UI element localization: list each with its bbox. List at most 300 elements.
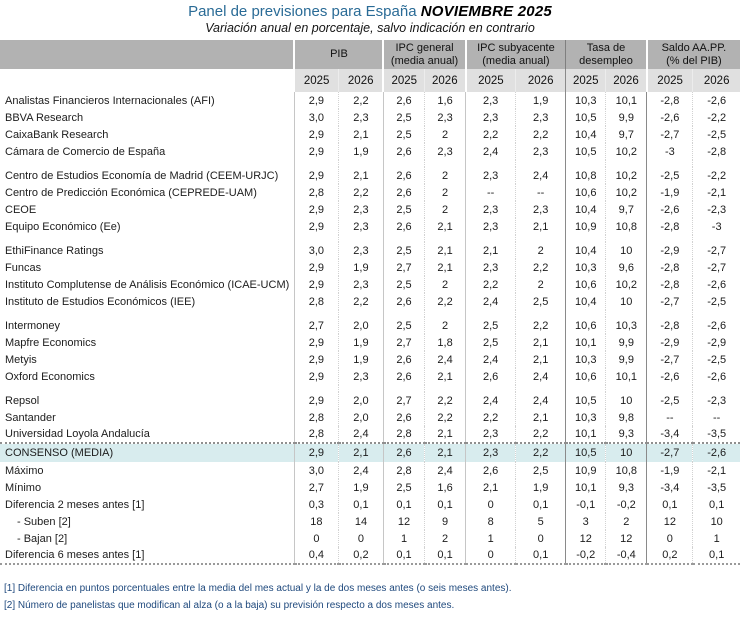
- cell-value: 2,0: [338, 392, 383, 409]
- cell-value: 2,1: [338, 167, 383, 184]
- year-header: 2026: [606, 69, 647, 92]
- cell-value: 0,1: [383, 547, 424, 564]
- cell-value: -0,2: [606, 496, 647, 513]
- table-row: [0, 409, 740, 426]
- gap-cell: [566, 385, 606, 392]
- cell-value: 0,3: [294, 496, 338, 513]
- cell-value: 2,8: [294, 426, 338, 443]
- cell-value: 8: [466, 513, 516, 530]
- cell-value: -2,5: [693, 351, 740, 368]
- row-label: EthiFinance Ratings: [5, 244, 104, 257]
- gap-cell: [606, 310, 647, 317]
- cell-value: 10,3: [566, 351, 606, 368]
- header-corner-cell: [0, 40, 294, 69]
- cell-value: 2: [425, 317, 466, 334]
- row-label: Metyis: [5, 353, 37, 366]
- cell-value: 2,3: [516, 143, 566, 160]
- cell-value: 2,7: [383, 334, 424, 351]
- cell-value: 10: [693, 513, 740, 530]
- cell-value: -2,6: [647, 201, 693, 218]
- cell-value: 10,4: [566, 293, 606, 310]
- cell-value: 2,5: [383, 242, 424, 259]
- cell-value: 2,8: [294, 184, 338, 201]
- gap-cell: [383, 385, 424, 392]
- cell-value: 2,6: [466, 368, 516, 385]
- cell-value: 2,0: [338, 409, 383, 426]
- footnote-2: [2] Número de panelistas que modifican al alza (o a la baja) su previsión respecto a dos meses antes.: [4, 600, 455, 611]
- table-row: [0, 513, 740, 530]
- cell-value: 3,0: [294, 242, 338, 259]
- cell-value: 2,8: [383, 462, 424, 479]
- cell-value: 10,6: [566, 184, 606, 201]
- cell-value: -3,4: [647, 479, 693, 496]
- cell-value: 9,7: [606, 201, 647, 218]
- gap-cell: [647, 385, 693, 392]
- cell-value: 2,2: [466, 409, 516, 426]
- year-header: 2025: [647, 69, 693, 92]
- cell-value: 10,9: [566, 462, 606, 479]
- cell-value: 2,2: [466, 126, 516, 143]
- gap-cell: [693, 310, 740, 317]
- cell-value: 2,3: [516, 109, 566, 126]
- footnote-1: [1] Diferencia en puntos porcentuales entre la media del mes actual y la de dos meses antes (o seis meses antes).: [4, 583, 512, 594]
- cell-value: 2,9: [294, 392, 338, 409]
- cell-value: 18: [294, 513, 338, 530]
- cell-value: 2,3: [338, 218, 383, 235]
- cell-value: 1,9: [338, 479, 383, 496]
- cell-value: 5: [516, 513, 566, 530]
- cell-value: 2,2: [516, 126, 566, 143]
- cell-value: 0,1: [516, 547, 566, 564]
- cell-value: 2,1: [425, 368, 466, 385]
- cell-value: 3: [566, 513, 606, 530]
- cell-value: 2,5: [383, 317, 424, 334]
- cell-value: 10,8: [606, 218, 647, 235]
- cell-value: 14: [338, 513, 383, 530]
- cell-value: 0,1: [516, 496, 566, 513]
- cell-value: 10,3: [606, 317, 647, 334]
- year-header-row: [0, 69, 740, 92]
- cell-value: 2,9: [294, 259, 338, 276]
- row-label: CaixaBank Research: [5, 128, 109, 141]
- cell-value: 10,1: [566, 479, 606, 496]
- cell-value: 9,8: [606, 409, 647, 426]
- cell-value: 2: [425, 167, 466, 184]
- cell-value: 2,9: [294, 218, 338, 235]
- col-group-pib: PIB: [294, 40, 383, 69]
- cell-value: 2,3: [466, 443, 516, 462]
- cell-value: 2,5: [383, 276, 424, 293]
- cell-value: 2,2: [516, 426, 566, 443]
- cell-value: 2,2: [516, 443, 566, 462]
- cell-value: 0: [466, 547, 516, 564]
- cell-value: -2,1: [693, 462, 740, 479]
- cell-value: 1,9: [516, 92, 566, 109]
- cell-value: 0,4: [294, 547, 338, 564]
- table-row: [0, 368, 740, 385]
- cell-value: 0,1: [425, 496, 466, 513]
- gap-cell: [647, 235, 693, 242]
- page-title-edition: NOVIEMBRE 2025: [420, 3, 552, 20]
- cell-value: -2,7: [693, 259, 740, 276]
- cell-value: -2,2: [693, 109, 740, 126]
- cell-value: 10,5: [566, 109, 606, 126]
- cell-value: --: [516, 184, 566, 201]
- row-label: Instituto Complutense de Análisis Económico (ICAE-UCM): [5, 278, 290, 291]
- year-corner-cell: [0, 69, 294, 92]
- gap-cell: [566, 235, 606, 242]
- cell-value: --: [693, 409, 740, 426]
- cell-value: 2,2: [338, 92, 383, 109]
- cell-value: -2,6: [647, 368, 693, 385]
- cell-value: 2,6: [383, 167, 424, 184]
- footnotes: [0, 580, 740, 614]
- gap-cell: [294, 235, 338, 242]
- table-row: [0, 293, 740, 310]
- row-label: Equipo Económico (Ee): [5, 220, 121, 233]
- table-row: [0, 334, 740, 351]
- cell-value: 2,1: [425, 242, 466, 259]
- row-label: [0, 160, 294, 167]
- cell-value: 10: [606, 392, 647, 409]
- gap-cell: [425, 310, 466, 317]
- cell-value: 9,7: [606, 126, 647, 143]
- cell-value: 2,1: [425, 218, 466, 235]
- row-label: BBVA Research: [5, 111, 84, 124]
- cell-value: 2,6: [383, 351, 424, 368]
- cell-value: 10: [606, 242, 647, 259]
- table-row: [0, 310, 740, 317]
- cell-value: -2,6: [693, 443, 740, 462]
- cell-value: 9,3: [606, 479, 647, 496]
- cell-value: -2,7: [693, 242, 740, 259]
- cell-value: 2,1: [425, 259, 466, 276]
- cell-value: 2,9: [294, 167, 338, 184]
- cell-value: -3,4: [647, 426, 693, 443]
- cell-value: 2,2: [338, 184, 383, 201]
- cell-value: 9,9: [606, 334, 647, 351]
- cell-value: 1,6: [425, 92, 466, 109]
- cell-value: 10,3: [566, 92, 606, 109]
- cell-value: -2,8: [693, 143, 740, 160]
- year-header: 2026: [693, 69, 740, 92]
- cell-value: 10,8: [606, 462, 647, 479]
- cell-value: 0,1: [647, 496, 693, 513]
- cell-value: 2,7: [383, 259, 424, 276]
- cell-value: 9,9: [606, 109, 647, 126]
- cell-value: 2,3: [466, 218, 516, 235]
- cell-value: 2,1: [516, 334, 566, 351]
- cell-value: 2,1: [516, 351, 566, 368]
- cell-value: 0: [516, 530, 566, 547]
- cell-value: 10,1: [606, 92, 647, 109]
- cell-value: 10,6: [566, 317, 606, 334]
- cell-value: 2,4: [338, 426, 383, 443]
- table-row: [0, 218, 740, 235]
- cell-value: 2,9: [294, 351, 338, 368]
- cell-value: 2,4: [516, 392, 566, 409]
- gap-cell: [516, 160, 566, 167]
- cell-value: 12: [647, 513, 693, 530]
- cell-value: 2,9: [294, 92, 338, 109]
- cell-value: 0,1: [383, 496, 424, 513]
- cell-value: 2,1: [338, 126, 383, 143]
- cell-value: 2,2: [425, 409, 466, 426]
- gap-cell: [606, 235, 647, 242]
- cell-value: 2,1: [338, 443, 383, 462]
- cell-value: 10,6: [566, 368, 606, 385]
- gap-cell: [693, 160, 740, 167]
- cell-value: 2,5: [383, 109, 424, 126]
- cell-value: -2,8: [647, 259, 693, 276]
- cell-value: 2,3: [466, 167, 516, 184]
- gap-cell: [338, 160, 383, 167]
- cell-value: 2,5: [383, 479, 424, 496]
- row-label: - Suben [2]: [17, 515, 71, 528]
- cell-value: 0,1: [425, 547, 466, 564]
- gap-cell: [647, 310, 693, 317]
- gap-cell: [693, 235, 740, 242]
- cell-value: 2,4: [338, 462, 383, 479]
- table-row: [0, 109, 740, 126]
- cell-value: 2,2: [466, 276, 516, 293]
- table-row: [0, 462, 740, 479]
- year-header: 2026: [425, 69, 466, 92]
- cell-value: 2,9: [294, 443, 338, 462]
- gap-cell: [516, 385, 566, 392]
- cell-value: 2,9: [294, 201, 338, 218]
- row-label: Diferencia 6 meses antes [1]: [0, 547, 294, 564]
- cell-value: -2,6: [693, 317, 740, 334]
- year-header: 2025: [294, 69, 338, 92]
- cell-value: 12: [606, 530, 647, 547]
- cell-value: 2,4: [466, 293, 516, 310]
- cell-value: 10,2: [606, 167, 647, 184]
- cell-value: 2,9: [294, 368, 338, 385]
- cell-value: 9,6: [606, 259, 647, 276]
- cell-value: 2: [425, 201, 466, 218]
- cell-value: 10,6: [566, 276, 606, 293]
- cell-value: 0: [647, 530, 693, 547]
- row-label: Intermoney: [5, 319, 61, 332]
- gap-cell: [466, 310, 516, 317]
- gap-cell: [516, 235, 566, 242]
- page-title: [0, 0, 740, 21]
- cell-value: 2,3: [425, 143, 466, 160]
- cell-value: 2: [516, 276, 566, 293]
- table-row: [0, 317, 740, 334]
- table-row: [0, 143, 740, 160]
- cell-value: 2,5: [383, 201, 424, 218]
- cell-value: -3,5: [693, 479, 740, 496]
- cell-value: -2,7: [647, 443, 693, 462]
- table-row: [0, 126, 740, 143]
- cell-value: 2: [516, 242, 566, 259]
- gap-cell: [606, 160, 647, 167]
- cell-value: 2,4: [466, 143, 516, 160]
- gap-cell: [425, 385, 466, 392]
- cell-value: 1,6: [425, 479, 466, 496]
- cell-value: 0,2: [647, 547, 693, 564]
- row-label: [0, 385, 294, 392]
- table-row: [0, 167, 740, 184]
- row-label: Centro de Estudios Economía de Madrid (CEEM-URJC): [5, 169, 279, 182]
- cell-value: 2,3: [466, 92, 516, 109]
- table-row: [0, 351, 740, 368]
- cell-value: 10,1: [606, 368, 647, 385]
- gap-cell: [693, 385, 740, 392]
- row-label: Máximo: [5, 464, 44, 477]
- cell-value: 2,2: [516, 259, 566, 276]
- cell-value: 2,0: [338, 317, 383, 334]
- cell-value: 2,3: [466, 426, 516, 443]
- cell-value: -2,5: [647, 167, 693, 184]
- table-row: [0, 92, 740, 109]
- cell-value: 12: [383, 513, 424, 530]
- cell-value: 3,0: [294, 462, 338, 479]
- table-row: [0, 259, 740, 276]
- cell-value: 10,8: [566, 167, 606, 184]
- col-group-ipc-general: IPC general (media anual): [383, 40, 465, 69]
- table-row: [0, 479, 740, 496]
- cell-value: -2,8: [647, 92, 693, 109]
- cell-value: 2: [425, 276, 466, 293]
- row-label: - Bajan [2]: [17, 532, 68, 545]
- cell-value: 9: [425, 513, 466, 530]
- cell-value: 2,8: [294, 293, 338, 310]
- cell-value: 2,1: [425, 426, 466, 443]
- cell-value: -2,6: [693, 276, 740, 293]
- row-label: CEOE: [5, 203, 37, 216]
- cell-value: 2,9: [294, 334, 338, 351]
- cell-value: -2,3: [693, 201, 740, 218]
- cell-value: 2,4: [425, 351, 466, 368]
- gap-cell: [425, 235, 466, 242]
- cell-value: 10,2: [606, 143, 647, 160]
- cell-value: 2: [606, 513, 647, 530]
- cell-value: 2,4: [516, 368, 566, 385]
- row-label: Mínimo: [5, 481, 42, 494]
- row-label: Santander: [5, 411, 56, 424]
- cell-value: -2,8: [647, 317, 693, 334]
- cell-value: 2,3: [516, 201, 566, 218]
- year-header: 2025: [383, 69, 424, 92]
- row-label: Centro de Predicción Económica (CEPREDE-UAM): [5, 186, 257, 199]
- cell-value: 2,2: [516, 317, 566, 334]
- cell-value: 1: [693, 530, 740, 547]
- cell-value: 0,1: [693, 496, 740, 513]
- table-row: [0, 496, 740, 513]
- row-label: Instituto de Estudios Económicos (IEE): [5, 295, 196, 308]
- row-label: Analistas Financieros Internacionales (AFI): [5, 94, 215, 107]
- cell-value: -2,9: [647, 334, 693, 351]
- table-row: [0, 235, 740, 242]
- cell-value: 10: [606, 443, 647, 462]
- cell-value: 9,3: [606, 426, 647, 443]
- table-body: [0, 92, 740, 564]
- table-row: [0, 385, 740, 392]
- cell-value: 10,5: [566, 392, 606, 409]
- cell-value: 2,3: [338, 201, 383, 218]
- gap-cell: [294, 310, 338, 317]
- cell-value: 10: [606, 293, 647, 310]
- cell-value: 2,6: [466, 462, 516, 479]
- cell-value: 1: [383, 530, 424, 547]
- cell-value: 10,3: [566, 409, 606, 426]
- row-label: Universidad Loyola Andalucía: [5, 428, 150, 440]
- row-label: [0, 310, 294, 317]
- cell-value: 2,9: [294, 126, 338, 143]
- gap-cell: [466, 235, 516, 242]
- cell-value: 2,6: [383, 143, 424, 160]
- table-row: [0, 426, 740, 443]
- row-label: Cámara de Comercio de España: [5, 145, 166, 158]
- cell-value: -2,5: [693, 126, 740, 143]
- cell-value: -2,5: [693, 293, 740, 310]
- cell-value: 2,5: [516, 293, 566, 310]
- year-header: 2026: [516, 69, 566, 92]
- cell-value: 10,4: [566, 126, 606, 143]
- table-row: [0, 276, 740, 293]
- cell-value: 1: [466, 530, 516, 547]
- cell-value: 2,5: [466, 317, 516, 334]
- cell-value: -2,9: [647, 242, 693, 259]
- cell-value: 0: [466, 496, 516, 513]
- cell-value: 2,2: [338, 293, 383, 310]
- cell-value: 2,9: [294, 143, 338, 160]
- cell-value: 2,3: [338, 242, 383, 259]
- cell-value: 2,8: [294, 409, 338, 426]
- cell-value: 10,1: [566, 334, 606, 351]
- cell-value: -2,7: [647, 351, 693, 368]
- cell-value: -2,1: [693, 184, 740, 201]
- cell-value: 2,3: [338, 109, 383, 126]
- cell-value: 2,1: [516, 218, 566, 235]
- cell-value: 2,1: [516, 409, 566, 426]
- cell-value: -3: [647, 143, 693, 160]
- row-label: CONSENSO (MEDIA): [0, 443, 294, 462]
- gap-cell: [338, 310, 383, 317]
- cell-value: -2,5: [647, 392, 693, 409]
- cell-value: 2,6: [383, 92, 424, 109]
- group-header-row: [0, 40, 740, 69]
- gap-cell: [606, 385, 647, 392]
- row-label: Oxford Economics: [5, 370, 95, 383]
- cell-value: 2,1: [466, 242, 516, 259]
- gap-cell: [383, 160, 424, 167]
- page-title-main: Panel de previsiones para España: [188, 3, 417, 20]
- cell-value: --: [647, 409, 693, 426]
- row-label: Repsol: [5, 394, 40, 407]
- gap-cell: [294, 160, 338, 167]
- cell-value: 2,4: [466, 392, 516, 409]
- cell-value: 2,6: [383, 184, 424, 201]
- cell-value: 2,7: [383, 392, 424, 409]
- cell-value: 3,0: [294, 109, 338, 126]
- col-group-saldo-aapp: Saldo AA.PP. (% del PIB): [647, 40, 740, 69]
- cell-value: 10,4: [566, 201, 606, 218]
- cell-value: -2,6: [693, 92, 740, 109]
- cell-value: 2: [425, 126, 466, 143]
- cell-value: 0,1: [693, 547, 740, 564]
- cell-value: 2,6: [383, 293, 424, 310]
- col-group-tasa-desempleo: Tasa de desempleo: [566, 40, 647, 69]
- cell-value: -3,5: [693, 426, 740, 443]
- row-label: Mapfre Economics: [5, 336, 97, 349]
- cell-value: 2,6: [383, 409, 424, 426]
- gap-cell: [338, 385, 383, 392]
- cell-value: 2: [425, 530, 466, 547]
